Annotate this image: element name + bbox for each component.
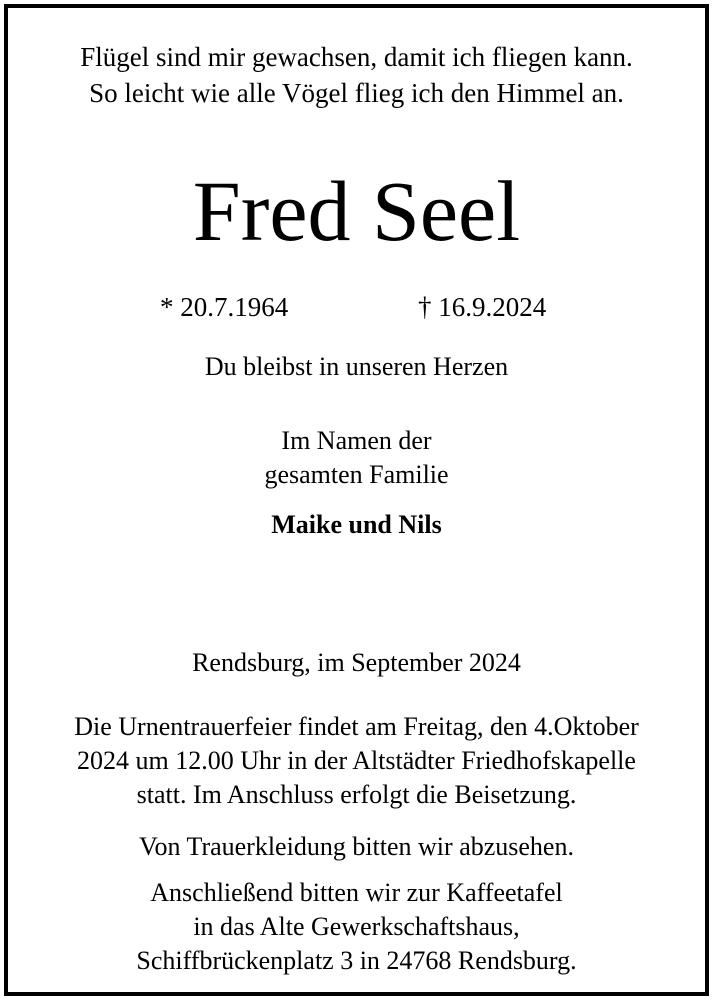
death-date: † 16.9.2024	[418, 292, 547, 322]
family-line-2: gesamten Familie	[264, 460, 449, 489]
dedication: Du bleibst in unseren Herzen	[204, 352, 509, 381]
reception-line-3: Schiffbrückenplatz 3 in 24768 Rendsburg.	[136, 946, 577, 975]
poem-line-2: So leicht wie alle Vögel flieg ich den Himmel an.	[89, 78, 624, 108]
ceremony-line-3: statt. Im Anschluss erfolgt die Beisetzung.	[136, 780, 577, 809]
clothing-note: Von Trauerkleidung bitten wir abzusehen.	[139, 832, 574, 861]
poem-line-1: Flügel sind mir gewachsen, damit ich fliegen kann.	[80, 42, 633, 72]
ceremony-line-1: Die Urnentrauerfeier findet am Freitag, den 4.Oktober	[74, 712, 639, 741]
obituary-notice	[4, 4, 709, 996]
birth-date: * 20.7.1964	[160, 292, 289, 322]
reception-line-1: Anschließend bitten wir zur Kaffeetafel	[150, 878, 563, 907]
family-names: Maike und Nils	[271, 510, 442, 539]
place-date: Rendsburg, im September 2024	[192, 648, 521, 677]
reception-line-2: in das Alte Gewerkschaftshaus,	[193, 912, 520, 941]
deceased-name: Fred Seel	[192, 163, 521, 259]
family-line-1: Im Namen der	[281, 426, 432, 455]
ceremony-line-2: 2024 um 12.00 Uhr in der Altstädter Friedhofskapelle	[77, 746, 636, 775]
life-dates	[8, 294, 705, 324]
